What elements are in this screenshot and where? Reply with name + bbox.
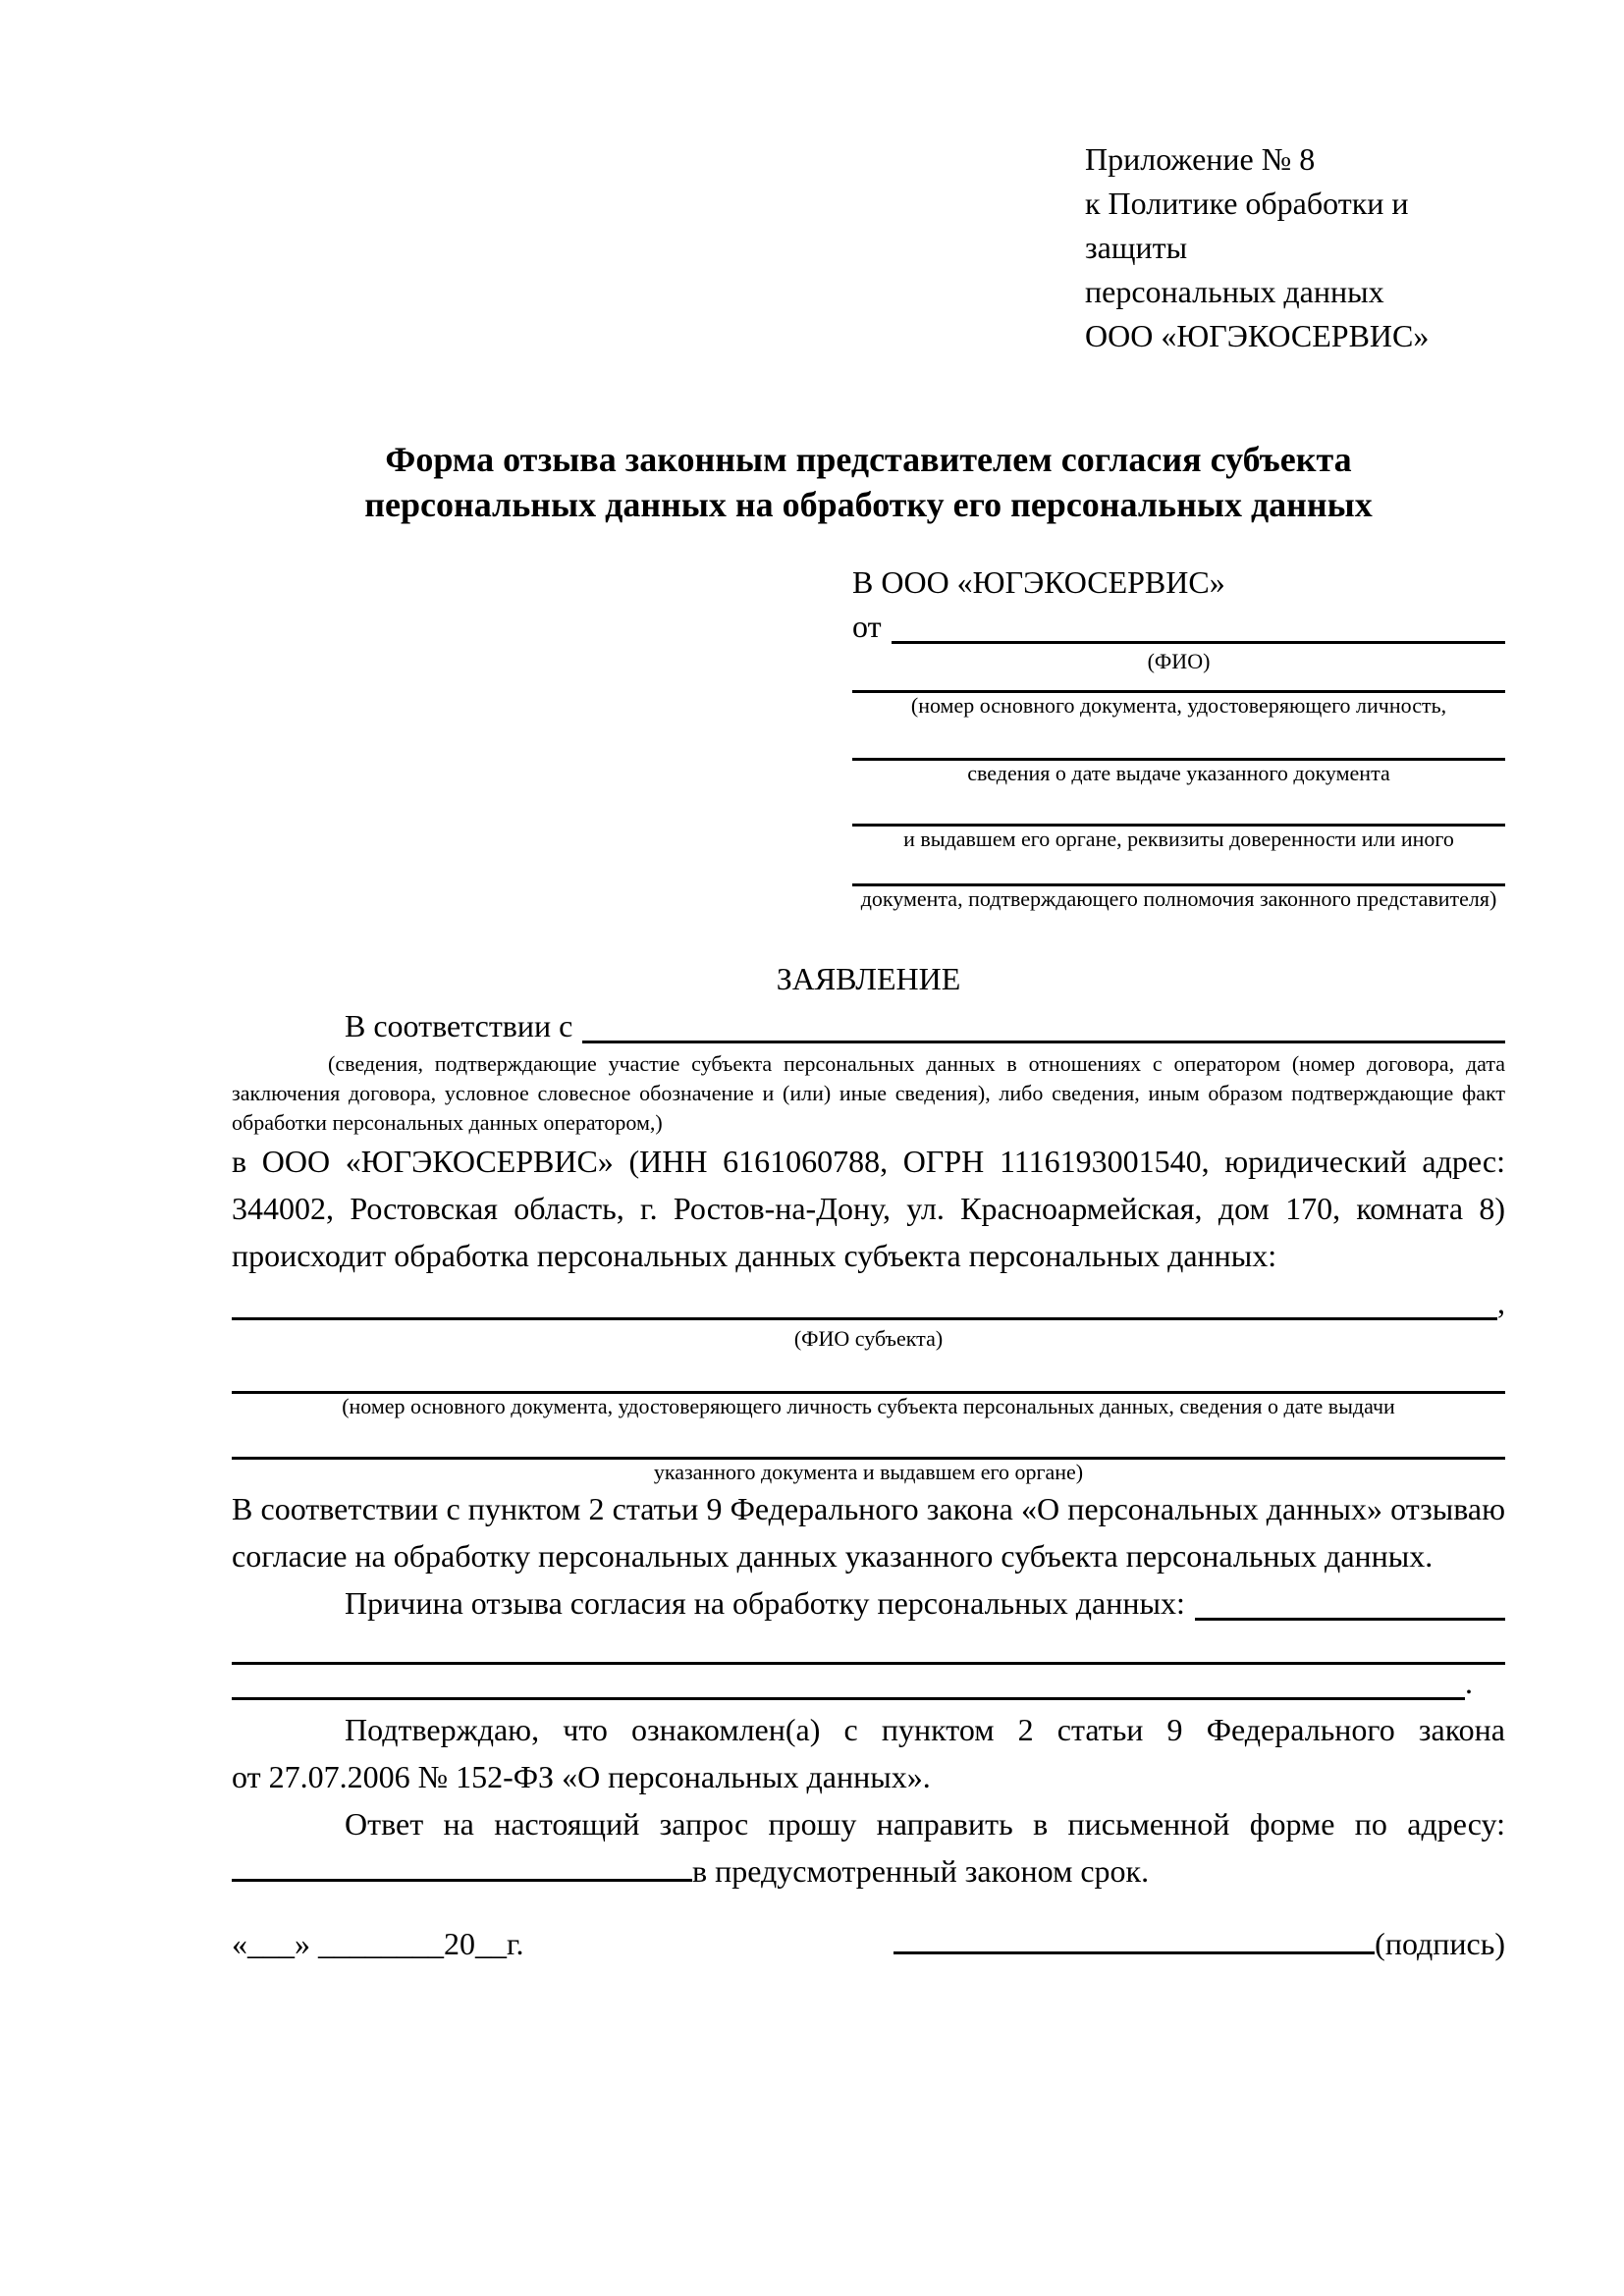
reply-address-blank-line [232, 1879, 692, 1882]
subject-fio-row [232, 1279, 1505, 1326]
issuing-authority-blank-line [852, 786, 1505, 827]
signature-caption: (подпись) [1375, 1926, 1505, 1961]
subject-doc-blank-line-1 [232, 1358, 1505, 1394]
subject-doc-caption-bottom: указанного документа и выдавшем его органе) [653, 1460, 1084, 1484]
appendix-line: персональных данных [1085, 274, 1384, 309]
subject-fio-caption: (ФИО субъекта) [793, 1326, 944, 1351]
signature-blank-line [893, 1951, 1375, 1954]
document-content [232, 0, 1505, 1967]
reason-prefix: Причина отзыва согласия на обработку персональных данных: [345, 1585, 1185, 1621]
appendix-line: Приложение № 8 [1085, 141, 1316, 177]
reason-blank-line [1195, 1579, 1505, 1621]
addressee-company: В ООО «ЮГЭКОСЕРВИС» [852, 564, 1225, 600]
authority-document-caption: документа, подтверждающего полномочия законного представителя) [860, 886, 1497, 911]
period-mark: . [1465, 1665, 1473, 1700]
addressee-block [852, 561, 1505, 912]
doc-number-caption: (номер основного документа, удостоверяющего личность, [910, 693, 1447, 718]
comma-mark: , [1497, 1285, 1505, 1320]
authority-document-blank-line [852, 852, 1505, 886]
reason-row [232, 1579, 1505, 1627]
document-title: Форма отзыва законным представителем согласия субъекта персональных данных на обработку его персональных данных [364, 440, 1373, 524]
addressee-from-label: от [852, 609, 882, 644]
reply-suffix: в предусмотренный законом срок. [692, 1853, 1150, 1889]
reason-blank-row-3 [232, 1659, 1505, 1706]
reply-prefix: Ответ на настоящий запрос прошу направить в письменной форме по адресу: [345, 1806, 1505, 1842]
issue-date-caption: сведения о дате выдаче указанного документа [967, 761, 1390, 785]
statement-heading: ЗАЯВЛЕНИЕ [776, 961, 961, 996]
withdrawal-paragraph: В соответствии с пунктом 2 статьи 9 Федерального закона «О персональных данных» отзываю согласие на обработку персональных данных указанного субъекта персональных данных. [232, 1491, 1505, 1574]
basis-prefix: В соответствии с [345, 1008, 573, 1043]
appendix-line: ООО «ЮГЭКОСЕРВИС» [1085, 318, 1430, 353]
basis-note: (сведения, подтверждающие участие субъекта персональных данных в отношениях с оператором (номер договора, дата заключения договора, условное словесное обозначение и (или) иные сведения), либо сведения, иным образом подтверждающие факт обработки персональных данных оператором,) [232, 1051, 1505, 1135]
basis-blank-line [582, 1002, 1505, 1043]
reason-blank-line-3 [232, 1659, 1465, 1700]
operator-paragraph: в ООО «ЮГЭКОСЕРВИС» (ИНН 6161060788, ОГРН 1116193001540, юридический адрес: 344002, Ростовская область, г. Ростов-на-Дону, ул. Красноармейская, дом 170, комната 8) происходит обработка персональных данных субъекта персональных данных: [232, 1144, 1505, 1273]
doc-number-blank-line [852, 674, 1505, 693]
subject-doc-caption-top: (номер основного документа, удостоверяющего личность субъекта персональных данных, сведения о дате выдачи [342, 1394, 1395, 1418]
signing-row [232, 1920, 1505, 1967]
issue-date-blank-line [852, 719, 1505, 761]
appendix-line: к Политике обработки и защиты [1085, 186, 1409, 265]
appendix-block [1085, 137, 1505, 358]
subject-doc-blank-line-2 [232, 1423, 1505, 1460]
subject-fio-blank-line [232, 1279, 1497, 1320]
confirmation-paragraph: Подтверждаю, что ознакомлен(а) с пунктом 2 статьи 9 Федерального закона от 27.07.2006 № 152-ФЗ «О персональных данных». [232, 1712, 1505, 1794]
fio-blank-line [892, 605, 1505, 644]
addressee-from-row [852, 605, 1505, 649]
date-line: «___» ________20__г. [232, 1926, 524, 1961]
issuing-authority-caption: и выдавшем его органе, реквизиты доверенности или иного [903, 827, 1454, 851]
signature-group [893, 1920, 1505, 1967]
reply-paragraph [232, 1800, 1505, 1895]
fio-caption: (ФИО) [1147, 649, 1211, 673]
basis-row [232, 1002, 1505, 1049]
